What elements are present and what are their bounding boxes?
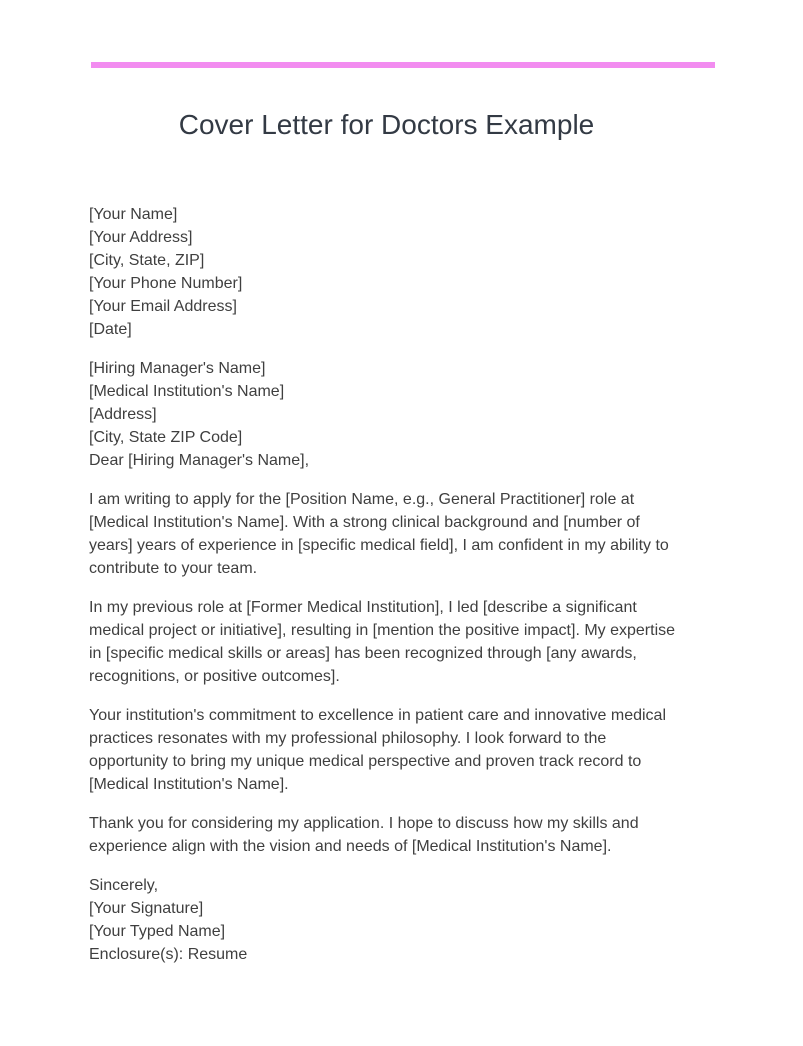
paragraph-line: opportunity to bring my unique medical perspective and proven track record to <box>89 753 642 770</box>
paragraph-line: recognitions, or positive outcomes]. <box>89 668 340 685</box>
sender-email: [Your Email Address] <box>89 298 237 315</box>
sender-name: [Your Name] <box>89 206 178 223</box>
closing-valediction: Sincerely, <box>89 877 159 894</box>
paragraph-line: [Medical Institution's Name]. <box>89 776 289 793</box>
paragraph-motivation <box>89 704 689 796</box>
paragraph-line: experience align with the vision and needs of [Medical Institution's Name]. <box>89 838 612 855</box>
page-title: Cover Letter for Doctors Example <box>178 109 595 140</box>
closing-block <box>89 874 689 966</box>
paragraph-line: Your institution's commitment to excellence in patient care and innovative medical <box>89 707 666 724</box>
closing-typed-name: [Your Typed Name] <box>89 923 226 940</box>
paragraph-line: years] years of experience in [specific medical field], I am confident in my ability to <box>89 537 669 554</box>
recipient-name: [Hiring Manager's Name] <box>89 360 266 377</box>
paragraph-line: contribute to your team. <box>89 560 258 577</box>
salutation: Dear [Hiring Manager's Name], <box>89 452 310 469</box>
sender-phone: [Your Phone Number] <box>89 275 243 292</box>
paragraph-intro <box>89 488 689 580</box>
accent-bar <box>91 62 715 68</box>
closing-enclosures: Enclosure(s): Resume <box>89 946 248 963</box>
paragraph-line: practices resonates with my professional philosophy. I look forward to the <box>89 730 607 747</box>
letter-body <box>89 203 689 966</box>
paragraph-line: in [specific medical skills or areas] has been recognized through [any awards, <box>89 645 637 662</box>
paragraph-line: Thank you for considering my application. I hope to discuss how my skills and <box>89 815 639 832</box>
sender-address-block <box>89 203 689 341</box>
recipient-address-block <box>89 357 689 472</box>
paragraph-line: I am writing to apply for the [Position Name, e.g., General Practitioner] role at <box>89 491 635 508</box>
paragraph-line: In my previous role at [Former Medical Institution], I led [describe a significant <box>89 599 637 616</box>
closing-signature: [Your Signature] <box>89 900 204 917</box>
letter-date: [Date] <box>89 321 132 338</box>
paragraph-thanks <box>89 812 689 858</box>
recipient-city-state-zip: [City, State ZIP Code] <box>89 429 243 446</box>
recipient-institution: [Medical Institution's Name] <box>89 383 285 400</box>
paragraph-experience <box>89 596 689 688</box>
paragraph-line: medical project or initiative], resulting in [mention the positive impact]. My expertise <box>89 622 676 639</box>
paragraph-line: [Medical Institution's Name]. With a strong clinical background and [number of <box>89 514 640 531</box>
sender-city-state-zip: [City, State, ZIP] <box>89 252 205 269</box>
recipient-address: [Address] <box>89 406 157 423</box>
sender-address: [Your Address] <box>89 229 193 246</box>
